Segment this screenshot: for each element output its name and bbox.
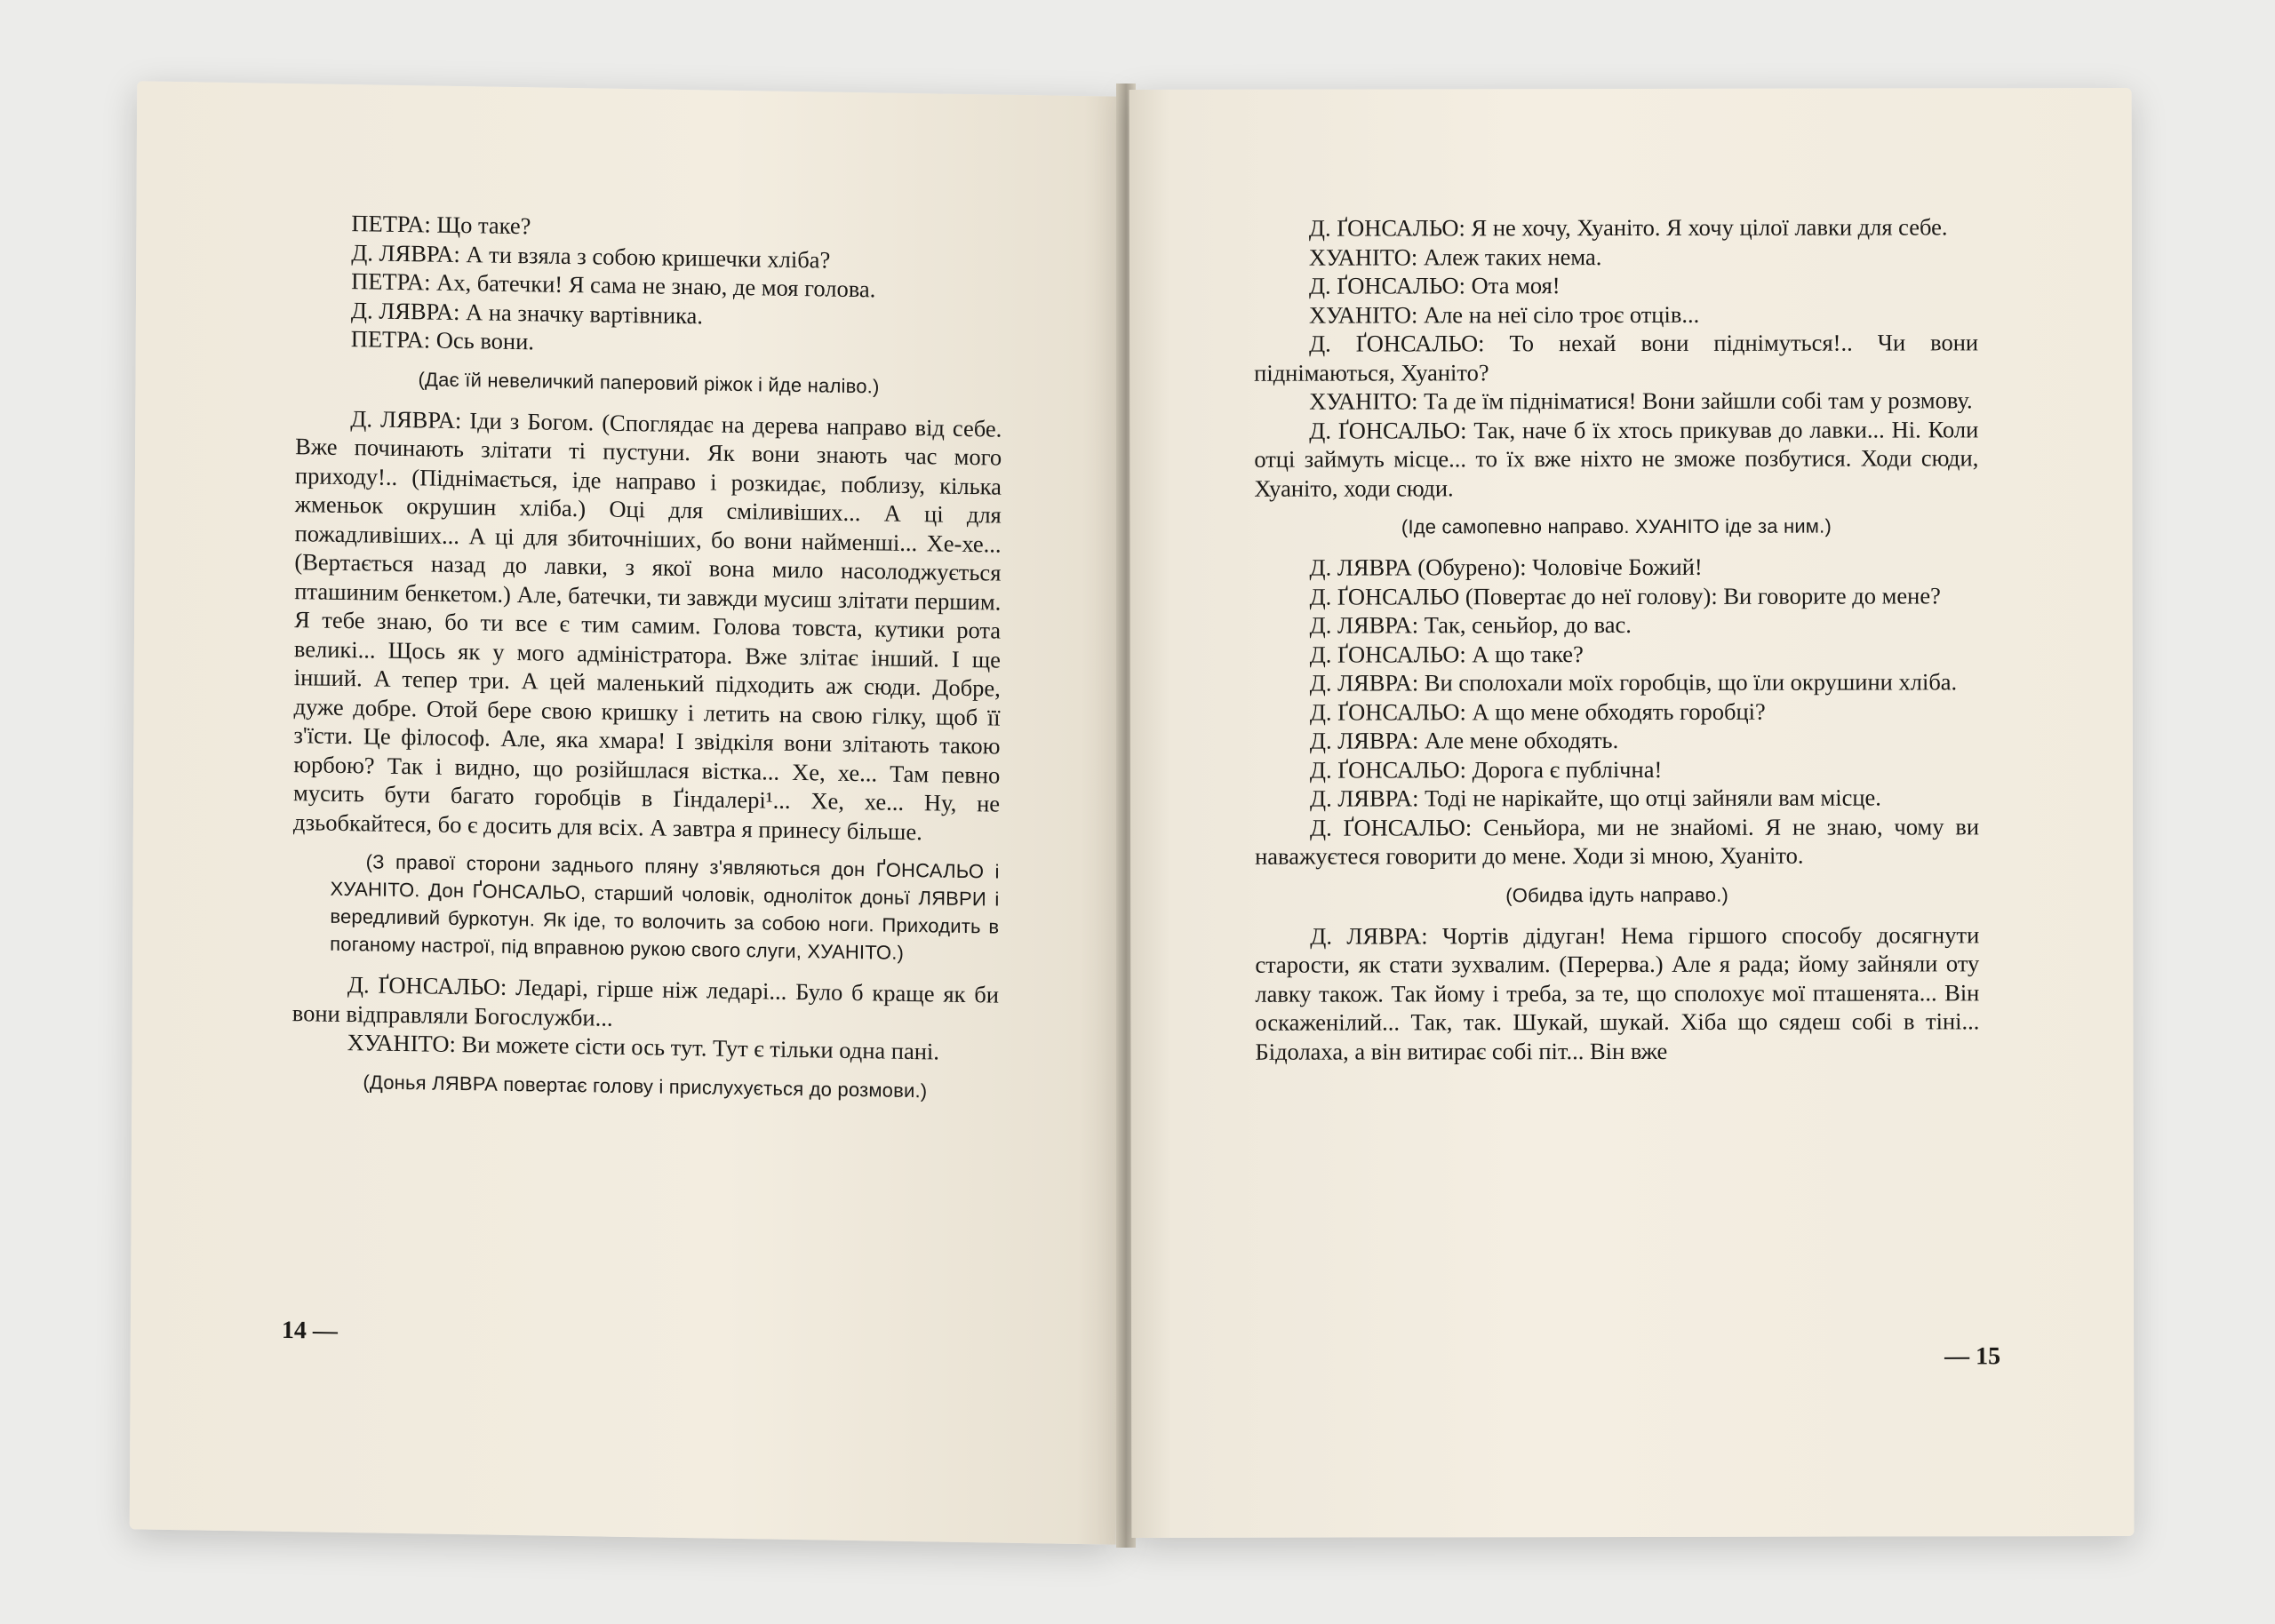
dialogue-line: Д. ЛЯВРА: А на значку вартівника. (350, 296, 704, 329)
dialogue-line: ПЕТРА: Ах, батечки! Я сама не знаю, де моя голова. (351, 267, 876, 303)
stage-direction: (З правої сторони заднього пляну з'являються дон ҐОНСАЛЬО і ХУАНІТО. Дон ҐОНСАЛЬО, старший чоловік, одноліток доньї ЛЯВРИ і вередливий буркотун. Як іде, то волочить за собою ноги. Приходить в поганому настрої, під вправною рукою свого слуги, ХУАНІТО.) (330, 850, 1000, 964)
page-number: 14 — (281, 1316, 339, 1345)
dialogue-line: ХУАНІТО: Алеж таких нема. (1308, 243, 1602, 271)
stage-direction: (Донья ЛЯВРА повертає голову і прислухується до розмови.) (363, 1070, 928, 1102)
dialogue-line: Д. ҐОНСАЛЬО: Ота моя! (1308, 272, 1561, 299)
right-page-text (1254, 212, 1980, 1065)
dialogue-line: Д. ҐОНСАЛЬО: То нехай вони піднімуться!.. Чи вони піднімаються, Хуаніто? (1254, 329, 1979, 386)
left-page (130, 81, 1124, 1544)
dialogue-line: Д. ЛЯВРА: Але мене обходять. (1309, 727, 1619, 754)
dialogue-line: Д. ҐОНСАЛЬО: Так, наче б їх хтось прикував до лавки... Ні. Коли отці займуть місце... то їх вже ніхто не зможе позбутися. Ходи сюди, Хуаніто, ходи сюди. (1254, 415, 1979, 502)
monologue-paragraph: Д. ЛЯВРА: Чортів дідуган! Нема гіршого способу досягнути старости, як стати зухвалим. (Перерва.) Але я рада; йому зайняли оту лавку також. Так йому і треба, за те, що сполохує мої пташенята... Він оскаженілий... Так, так. Шукай, шукай. Хіба що сядеш собі в тіні... Бідолаха, а він витирає собі піт... Він вже (1255, 920, 1980, 1065)
stage-direction: (Іде самопевно направо. ХУАНІТО іде за ним.) (1401, 514, 1832, 538)
dialogue-line: Д. ҐОНСАЛЬО: А що мене обходять горобці? (1309, 697, 1766, 726)
dialogue-line: Д. ҐОНСАЛЬО: Дорога є публічна! (1309, 755, 1663, 784)
monologue-paragraph: Д. ЛЯВРА: Іди з Богом. (Споглядає на дерева направо від себе. Вже починають злітати ті пустуни. Як вони знають час мого приходу!.. (Піднімається, іде направо і розкидає, поблизу, кілька жменьок окрушин хліба.) Оці для сміливіших... А ці для пожадливіших... А ці для збиточніших, бо вони найменші... Хе-хе... (Вертається назад до лавки, з якої вона мило насолоджується пташиним бенкетом.) Але, батечки, ти завжди мусиш злітати першим. Я тебе знаю, бо ти все є тим самим. Голова товста, кутики рота великі... Щось як у мого адміністратора. Вже злітає інший. І ще інший. А тепер три. А цей маленький підходить аж сюди. Добре, дуже добре. Отой бере свою кришку і летить на свою гілку, щоб її з'їсти. Це філософ. Але, яка хмара! І звідкіля вони злітають такою юрбою? Так і видно, що розійшлася вістка... Хе, хе... Там певно мусить бути багато горобців в Ґіндалері¹... Хе, хе... Ну, не дзьобкайтеся, бо є досить для всіх. А завтра я принесу більше. (292, 404, 1002, 845)
dialogue-line: Д. ЛЯВРА: А ти взяла з собою кришечки хліба? (351, 238, 831, 274)
dialogue-line: Д. ЛЯВРА (Обурено): Чоловіче Божий! (1309, 553, 1703, 581)
dialogue-line: Д. ЛЯВРА: Ви сполохали моїх горобців, що їли окрушини хліба. (1309, 668, 1958, 697)
stage-direction: (Обидва ідуть направо.) (1505, 883, 1729, 906)
dialogue-line: ХУАНІТО: Та де їм підніматися! Вони зайшли собі там у розмову. (1309, 386, 1973, 415)
open-book (133, 89, 2133, 1537)
dialogue-line: Д. ҐОНСАЛЬО: Я не хочу, Хуаніто. Я хочу цілої лавки для себе. (1308, 213, 1948, 242)
dialogue-line: ПЕТРА: Що таке? (351, 210, 531, 240)
dialogue-line: Д. ҐОНСАЛЬО: А що таке? (1309, 640, 1584, 668)
stage-direction: (Дає їй невеличкий паперовий ріжок і йде наліво.) (418, 367, 880, 397)
dialogue-line: Д. ЛЯВРА: Так, сеньйор, до вас. (1309, 610, 1632, 639)
right-page (1130, 88, 2135, 1538)
dialogue-line: ХУАНІТО: Але на неї сіло троє отців... (1308, 300, 1700, 329)
left-page-text (291, 208, 1002, 1118)
dialogue-line: ПЕТРА: Ось вони. (350, 325, 535, 355)
dialogue-line: Д. ЛЯВРА: Тоді не нарікайте, що отці зайняли вам місце. (1309, 784, 1881, 812)
page-number: — 15 (1944, 1342, 2001, 1371)
dialogue-line: ХУАНІТО: Ви можете сісти ось тут. Тут є тільки одна пані. (347, 1029, 940, 1065)
dialogue-line: Д. ҐОНСАЛЬО (Повертає до неї голову): Ви говорите до мене? (1309, 581, 1941, 610)
dialogue-line: Д. ҐОНСАЛЬО: Ледарі, гірше ніж ледарі... Було б краще як би вони відправляли Богослужби... (291, 971, 1000, 1031)
dialogue-line: Д. ҐОНСАЛЬО: Сеньйора, ми не знайомі. Я не знаю, чому ви наважуєтеся говорити до мене. Ходи зі мною, Хуаніто. (1255, 812, 1980, 870)
